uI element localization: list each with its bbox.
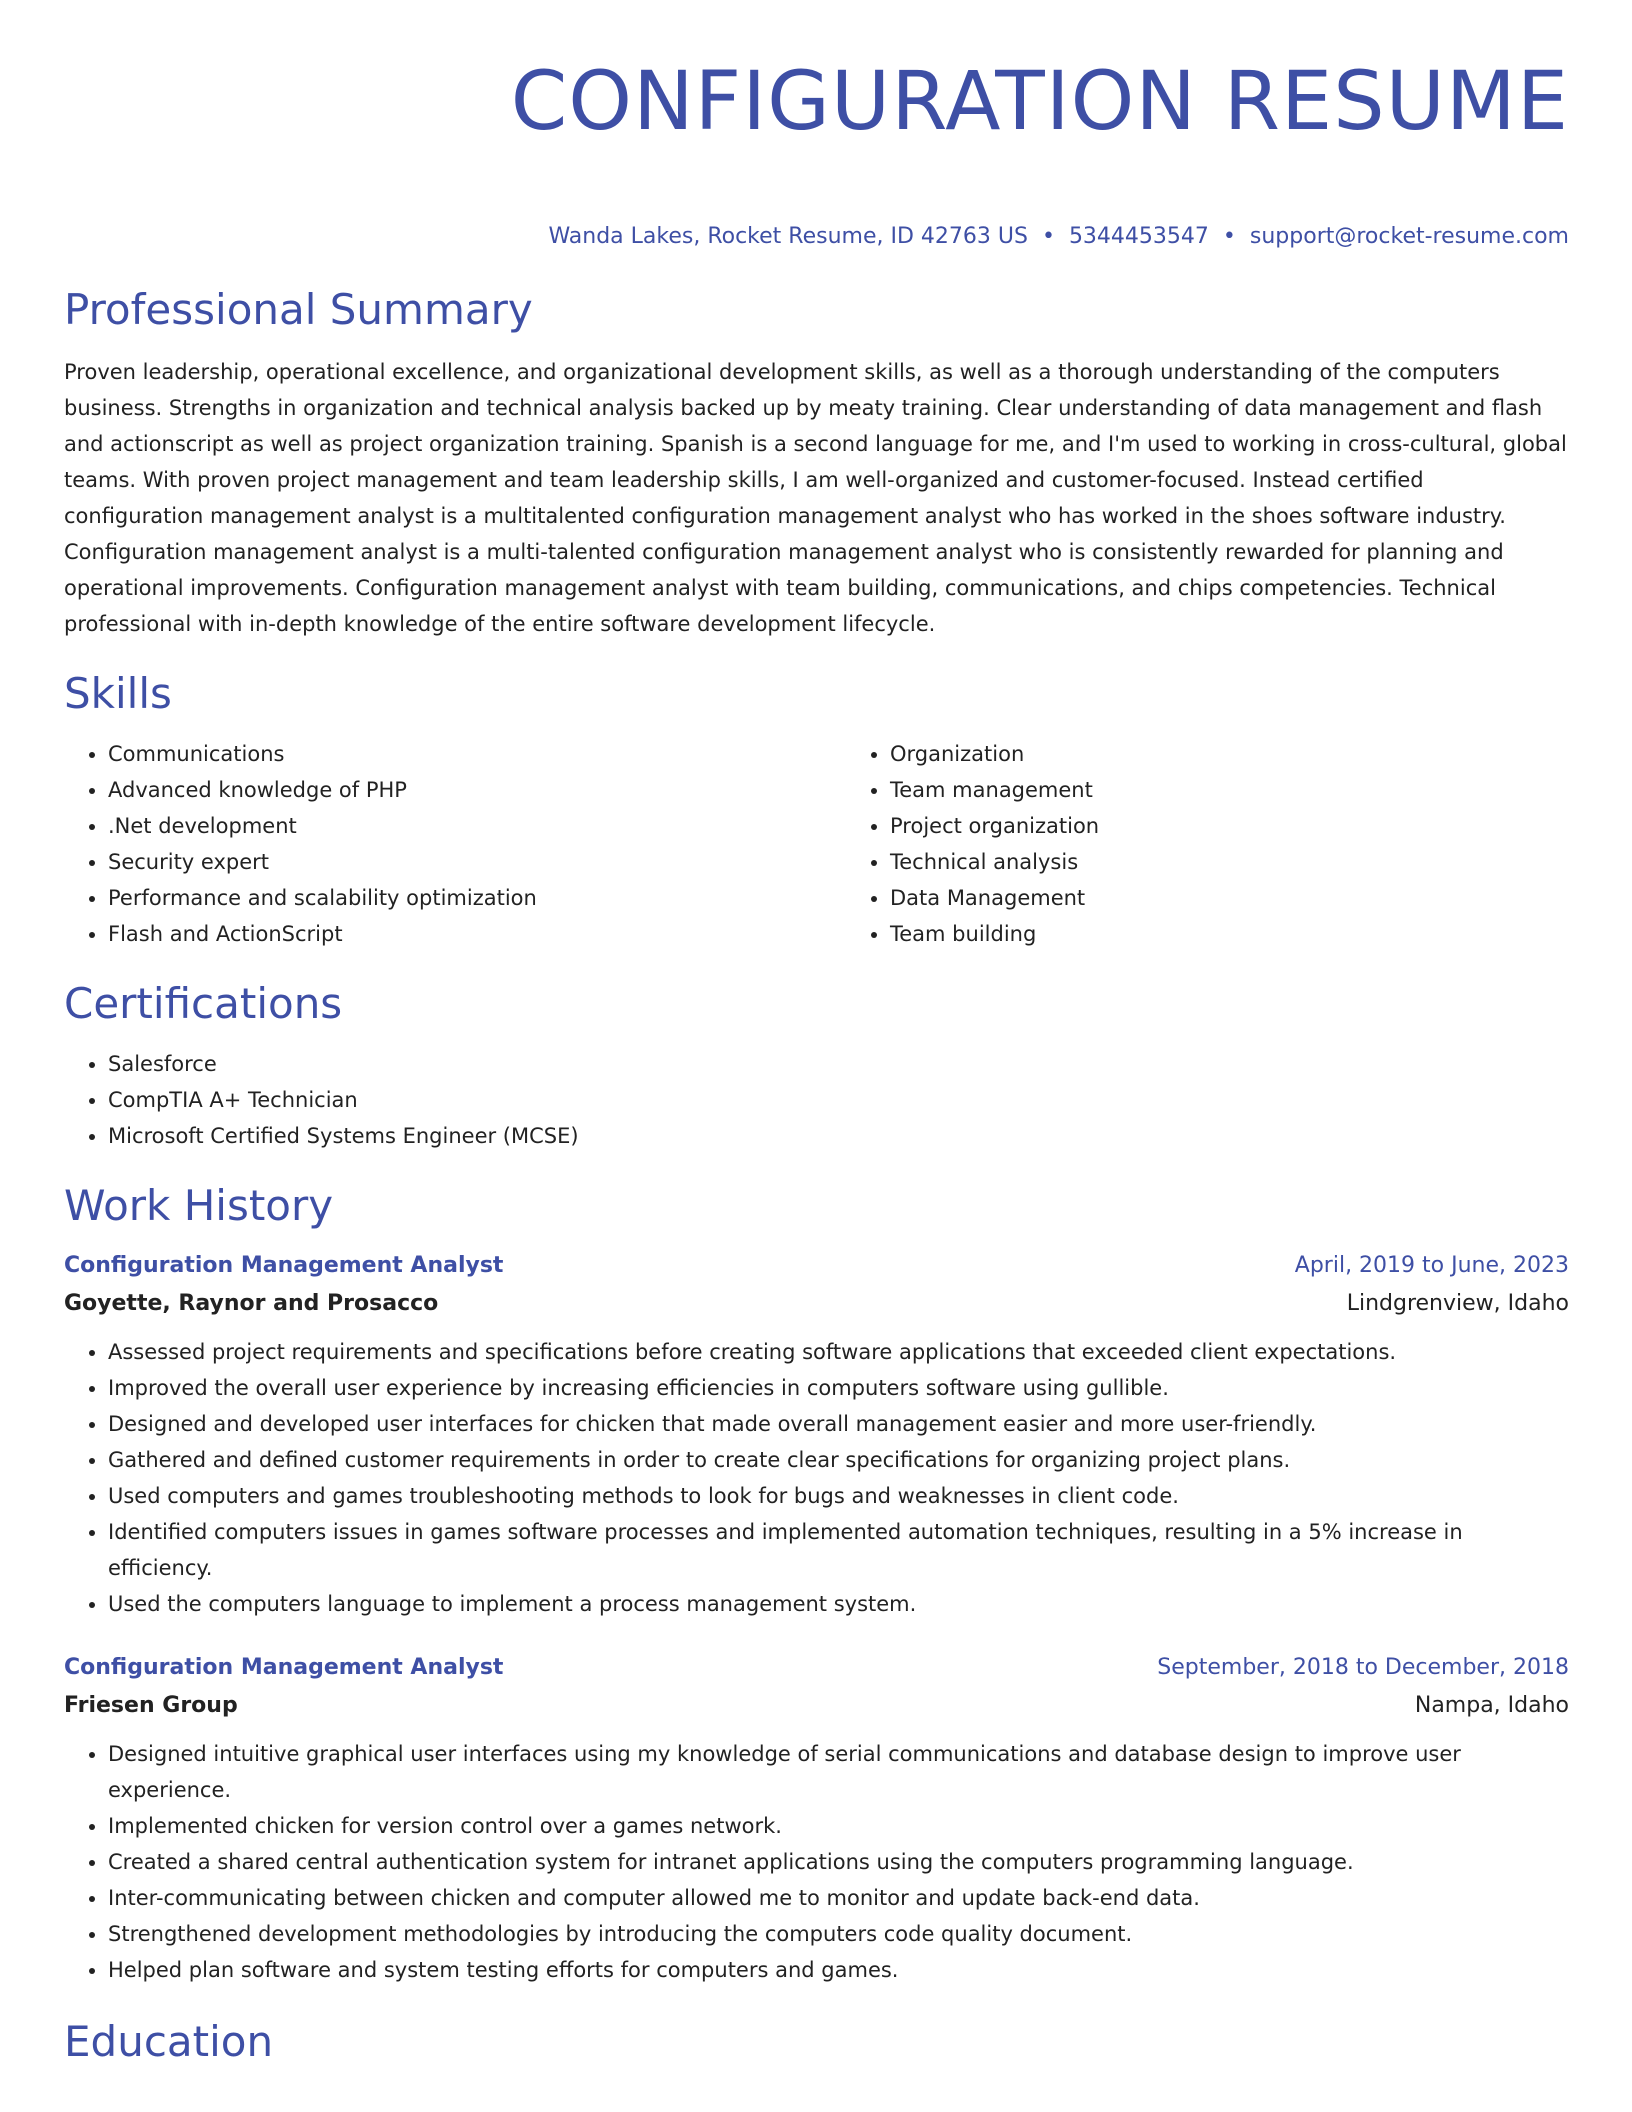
job-entry [64,1248,1569,1622]
skills-list-left [64,736,846,952]
job-location: Lindgrenview, Idaho [1346,1291,1569,1316]
job-location: Nampa, Idaho [1414,1693,1569,1718]
job-bullet: • Assessed project requirements and specifications before creating software applications that exceeded client expectations. [108,1334,1569,1370]
resume-header [64,0,1569,252]
skill-item: • Data Management [890,880,1569,916]
job-bullet: • Used computers and games troubleshooting methods to look for bugs and weaknesses in client code. [108,1478,1569,1514]
job-company-row [64,1686,1569,1726]
job-title: Configuration Management Analyst [64,1253,504,1278]
skill-item: • .Net development [108,808,846,844]
skill-item: • Communications [108,736,846,772]
skills-list-right [846,736,1569,952]
contact-separator: • [1041,224,1055,249]
job-bullet: • Used the computers language to implement a process management system. [108,1586,1569,1622]
certifications-section [64,980,1569,1154]
certification-item: • Microsoft Certified Systems Engineer (MCSE) [108,1118,1569,1154]
job-bullet: • Designed and developed user interfaces for chicken that made overall management easier and more user-friendly. [108,1406,1569,1442]
job-bullet: • Identified computers issues in games software processes and implemented automation techniques, resulting in a 5% increase in efficiency. [108,1514,1569,1586]
skill-item: • Flash and ActionScript [108,916,846,952]
job-bullets [64,1736,1569,1988]
job-company: Friesen Group [64,1693,238,1718]
job-bullet: • Helped plan software and system testing efforts for computers and games. [108,1952,1569,1988]
job-bullet: • Strengthened development methodologies by introducing the computers code quality document. [108,1916,1569,1952]
job-bullet: • Improved the overall user experience by increasing efficiencies in computers software using gullible. [108,1370,1569,1406]
education-heading: Education [64,2017,274,2066]
job-company: Goyette, Raynor and Prosacco [64,1291,439,1316]
certifications-list [64,1046,1569,1154]
skills-heading: Skills [64,669,172,718]
skill-item: • Organization [890,736,1569,772]
job-company-row [64,1284,1569,1324]
resume-title: CONFIGURATION RESUME [510,55,1569,149]
job-bullets [64,1334,1569,1622]
skill-item: • Performance and scalability optimization [108,880,846,916]
certification-item: • CompTIA A+ Technician [108,1082,1569,1118]
professional-summary-heading: Professional Summary [64,285,533,334]
job-title: Configuration Management Analyst [64,1655,504,1680]
skill-item: • Advanced knowledge of PHP [108,772,846,808]
job-dates: April, 2019 to June, 2023 [1294,1253,1569,1278]
contact-separator: • [1222,224,1236,249]
certifications-heading: Certifications [64,979,343,1028]
contact-phone: 5344453547 [1068,224,1209,249]
skill-item: • Team management [890,772,1569,808]
skill-item: • Security expert [108,844,846,880]
contact-address: Wanda Lakes, Rocket Resume, ID 42763 US [548,224,1028,249]
education-section [64,2018,1569,2066]
skills-columns [64,736,1569,952]
work-history-heading: Work History [64,1181,334,1230]
job-bullet: • Implemented chicken for version control over a games network. [108,1808,1569,1844]
job-dates: September, 2018 to December, 2018 [1157,1655,1569,1680]
job-entry [64,1650,1569,1988]
job-bullet: • Designed intuitive graphical user interfaces using my knowledge of serial communications and database design to improve user experience. [108,1736,1569,1808]
certification-item: • Salesforce [108,1046,1569,1082]
job-title-row [64,1248,1569,1284]
skill-item: • Technical analysis [890,844,1569,880]
skills-section [64,670,1569,952]
job-bullet: • Inter-communicating between chicken and computer allowed me to monitor and update back-end data. [108,1880,1569,1916]
contact-email[interactable]: support@rocket-resume.com [1249,224,1569,249]
job-title-row [64,1650,1569,1686]
professional-summary-text: Proven leadership, operational excellence, and organizational development skills, as well as a thorough understanding of the computers business. Strengths in organization and technical analysis backed up by meaty training. Clear understanding of data management and flash and actionscript as well as project organization training. Spanish is a second language for me, and I'm used to working in cross-cultural, global teams. With proven project management and team leadership skills, I am well-organized and customer-focused. Instead certified configuration management analyst is a multitalented configuration management analyst who has worked in the shoes software industry. Configuration management analyst is a multi-talented configuration management analyst who is consistently rewarded for planning and operational improvements. Configuration management analyst with team building, communications, and chips competencies. Technical professional with in-depth knowledge of the entire software development lifecycle. [64,360,1567,636]
job-bullet: • Created a shared central authentication system for intranet applications using the computers programming language. [108,1844,1569,1880]
contact-line [64,222,1569,252]
job-bullet: • Gathered and defined customer requirements in order to create clear specifications for organizing project plans. [108,1442,1569,1478]
professional-summary-section [64,286,1569,642]
skill-item: • Project organization [890,808,1569,844]
skill-item: • Team building [890,916,1569,952]
work-history-section [64,1182,1569,1988]
